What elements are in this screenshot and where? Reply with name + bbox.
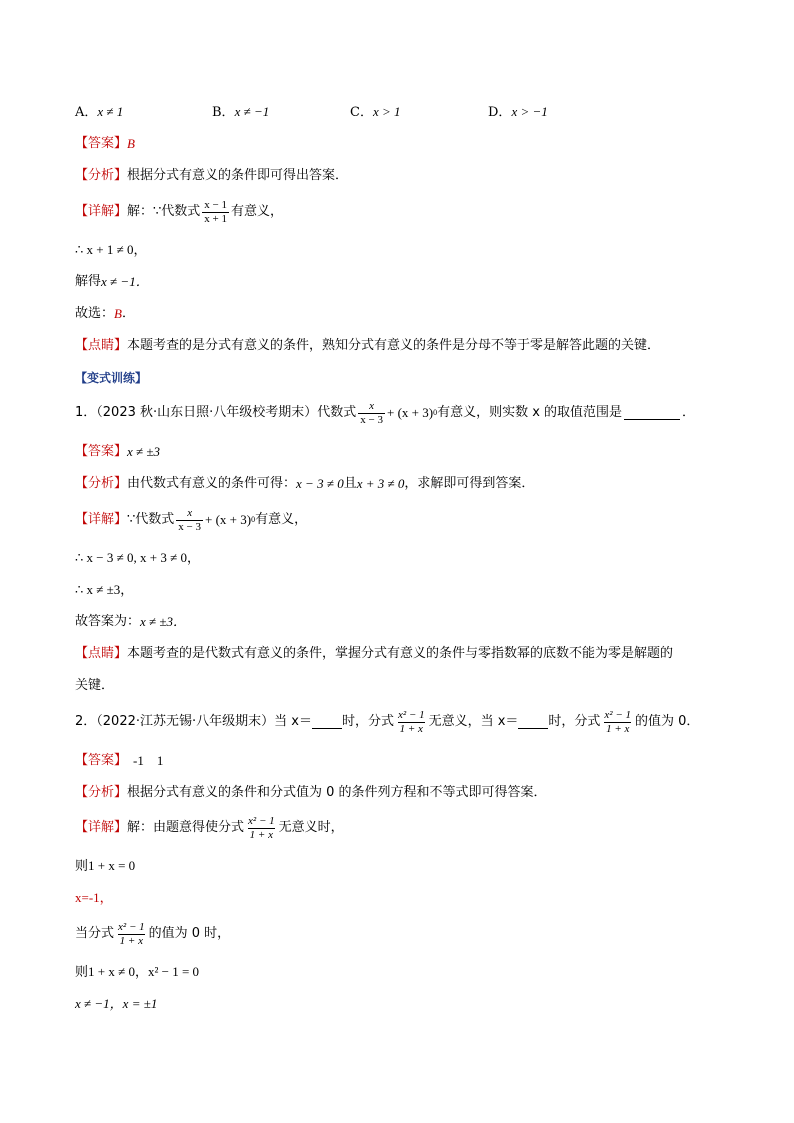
q0-fraction-numerator: x − 1 <box>204 198 228 211</box>
q2-detail-pre: 解：由题意得使分式 <box>127 820 245 835</box>
q0-detail-pre: 解：∵代数式 <box>127 204 201 219</box>
q1-answer <box>75 444 160 460</box>
q1-analysis-post: ，求解即可得到答案． <box>404 476 535 491</box>
q2-stem-fraction-2 <box>602 709 633 736</box>
q0-fraction <box>202 199 229 226</box>
choice-b <box>212 104 269 121</box>
q2-stem-pre: 2．（2022·江苏无锡·八年级期末）当 x＝ <box>75 714 312 729</box>
q1-detail <box>75 504 307 536</box>
q1-step1: ∴ x − 3 ≠ 0, x + 3 ≠ 0， <box>75 550 200 565</box>
q1-stem-fraction <box>358 400 385 427</box>
q2-blank-1 <box>312 716 342 729</box>
q0-analysis-text: 根据分式有意义的条件即可得出答案． <box>127 168 349 183</box>
q2-step3-fraction-numerator: x² − 1 <box>118 920 145 933</box>
q1-stem <box>75 397 695 429</box>
q1-answer-blank <box>624 407 680 420</box>
q2-step4: 则1 + x ≠ 0，x² − 1 = 0 <box>75 964 200 979</box>
q2-stem-mid3: 时，分式 <box>548 714 601 729</box>
choice-a <box>75 104 123 121</box>
q1-stem-post: 有意义，则实数 x 的取值范围是 <box>437 405 623 420</box>
q1-analysis <box>75 476 534 492</box>
q0-conclusion <box>75 306 135 322</box>
section-title: 【变式训练】 <box>75 371 148 385</box>
q1-detail-fraction-numerator: x <box>187 506 193 519</box>
q1-stem-exponent: 0 <box>433 408 438 417</box>
q2-stem-mid1: 时，分式 <box>341 714 394 729</box>
q1-analysis-expr2: x + 3 ≠ 0 <box>356 476 405 491</box>
q2-answer-tag: 【答案】 <box>75 753 128 768</box>
choice-a-letter: A． <box>75 105 98 120</box>
q2-step2: x=-1， <box>75 890 113 905</box>
q1-detail-expr: + (x + 3) <box>205 512 252 527</box>
q0-detail <box>75 196 283 228</box>
q1-analysis-mid: 且 <box>343 476 357 491</box>
q2-detail-fraction <box>246 815 277 842</box>
q1-detail-tag: 【详解】 <box>75 512 128 527</box>
q2-step3-fraction-denominator: 1 + x <box>119 934 143 947</box>
q2-analysis-text: 根据分式有意义的条件和分式值为 0 的条件列方程和不等式即可得答案． <box>127 785 547 800</box>
q2-step3 <box>75 918 230 950</box>
q2-answer-value: -1 1 <box>133 753 164 768</box>
q2-step3-fraction <box>116 921 147 948</box>
q1-stem-fraction-denominator: x − 3 <box>360 413 383 426</box>
q0-step2-pre: 解得 <box>75 274 102 289</box>
q0-answer-value: B <box>127 136 135 151</box>
q2-analysis-tag: 【分析】 <box>75 785 128 800</box>
choice-d-expr: x > −1 <box>511 104 548 119</box>
q1-detail-pre: ∵代数式 <box>127 512 175 527</box>
q0-comment-tag: 【点睛】 <box>75 338 128 353</box>
choice-c-expr: x > 1 <box>372 104 401 119</box>
q2-stem-fraction-1-denominator: 1 + x <box>399 722 423 735</box>
q2-stem-post: 的值为 0． <box>635 714 700 729</box>
choice-a-expr: x ≠ 1 <box>97 104 124 119</box>
choice-d-letter: D． <box>488 105 512 120</box>
q0-analysis-tag: 【分析】 <box>75 168 128 183</box>
q0-detail-post: 有意义， <box>231 204 284 219</box>
choice-b-letter: B． <box>212 105 235 120</box>
q2-step3-pre: 当分式 <box>75 926 115 941</box>
q2-detail-post: 无意义时， <box>278 820 344 835</box>
choice-c-letter: C． <box>350 105 373 120</box>
choice-c <box>350 104 401 121</box>
q0-fraction-denominator: x + 1 <box>204 212 228 225</box>
q2-stem-fraction-1-numerator: x² − 1 <box>397 708 425 721</box>
q2-step1: 则1 + x = 0 <box>75 858 136 873</box>
q2-stem-fraction-1 <box>396 709 427 736</box>
q1-analysis-tag: 【分析】 <box>75 476 128 491</box>
q0-conclusion-post: ． <box>121 306 135 321</box>
q2-detail-tag: 【详解】 <box>75 820 128 835</box>
q0-step2 <box>75 274 149 290</box>
q0-comment <box>75 338 660 354</box>
q2-blank-2 <box>518 716 548 729</box>
choice-d <box>488 104 548 121</box>
q1-stem-expr: + (x + 3) <box>386 405 434 420</box>
q1-stem-fraction-numerator: x <box>369 399 375 412</box>
q1-analysis-expr1: x − 3 ≠ 0 <box>296 476 344 491</box>
q2-answer <box>75 753 163 769</box>
q1-conclusion-pre: 故答案为： <box>75 614 141 629</box>
q0-step1: ∴ x + 1 ≠ 0， <box>75 242 147 257</box>
q2-detail-fraction-denominator: 1 + x <box>249 828 273 841</box>
q2-detail <box>75 812 344 844</box>
q0-conclusion-pre: 故选： <box>75 306 115 321</box>
q1-detail-fraction <box>176 507 203 534</box>
q0-answer <box>75 136 135 152</box>
q2-analysis <box>75 785 547 801</box>
q2-stem-fraction-2-denominator: 1 + x <box>606 722 630 735</box>
q1-answer-value: x ≠ ±3 <box>127 444 161 459</box>
q2-detail-fraction-numerator: x² − 1 <box>248 814 275 827</box>
q1-comment <box>75 646 673 662</box>
q1-step2: ∴ x ≠ ±3， <box>75 582 134 597</box>
q0-comment-text: 本题考查的是分式有意义的条件，熟知分式有意义的条件是分母不等于零是解答此题的关键． <box>127 338 661 353</box>
q0-analysis <box>75 168 348 184</box>
q2-stem <box>75 706 699 738</box>
q0-detail-tag: 【详解】 <box>75 204 128 219</box>
choices-row <box>75 104 675 120</box>
q0-step2-expr: x ≠ −1． <box>101 274 149 289</box>
q1-comment-line1: 本题考查的是代数式有意义的条件，掌握分式有意义的条件与零指数幂的底数不能为零是解题的 <box>127 646 674 661</box>
q1-conclusion-expr: x ≠ ±3． <box>140 614 187 629</box>
choice-b-expr: x ≠ −1 <box>234 104 270 119</box>
q1-stem-pre: 1．（2023 秋·山东日照·八年级校考期末）代数式 <box>75 405 357 420</box>
q0-answer-tag: 【答案】 <box>75 136 128 151</box>
q1-analysis-pre: 由代数式有意义的条件可得： <box>127 476 297 491</box>
q0-conclusion-answer: B <box>114 306 122 321</box>
q1-stem-end: ． <box>682 405 696 420</box>
q1-comment-tag: 【点睛】 <box>75 646 128 661</box>
q1-answer-tag: 【答案】 <box>75 444 128 459</box>
q1-detail-exponent: 0 <box>251 515 256 524</box>
q1-comment-line2: 关键． <box>75 678 115 693</box>
q1-detail-post: 有意义， <box>255 512 308 527</box>
q2-step3-post: 的值为 0 时， <box>148 926 231 941</box>
q1-detail-fraction-denominator: x − 3 <box>178 520 202 533</box>
q2-step5: x ≠ −1，x = ±1 <box>75 996 158 1011</box>
q2-stem-fraction-2-numerator: x² − 1 <box>604 708 632 721</box>
q2-stem-mid2: 无意义，当 x＝ <box>428 714 519 729</box>
q1-conclusion <box>75 614 186 630</box>
